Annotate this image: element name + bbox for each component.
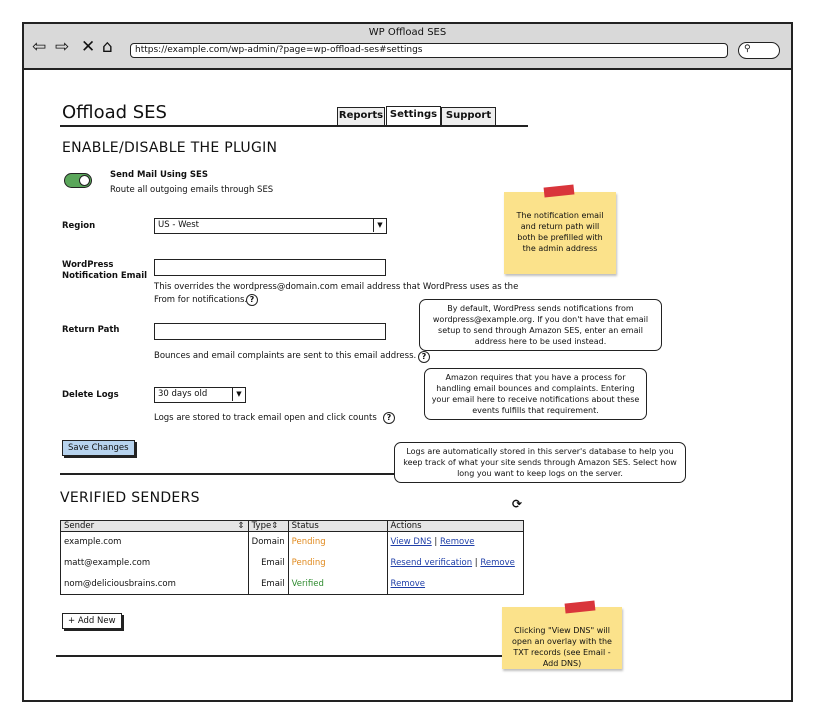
callout-notification-email: By default, WordPress sends notifications from wordpress@example.org. If you don't have that email setup to send through Amazon SES, enter an email address here to be used instead. [419,299,662,351]
notification-label-line1: WordPress [62,260,114,270]
return-path-field[interactable] [154,323,386,340]
notification-help-line1: This overrides the wordpress@domain.com email address that WordPress uses as the [154,282,519,292]
sort-icon[interactable]: ⇕ [271,521,279,531]
column-header-status: Status [288,521,387,532]
delete-logs-label: Delete Logs [62,390,119,400]
enable-heading: ENABLE/DISABLE THE PLUGIN [62,140,278,156]
close-icon[interactable]: ✕ [81,37,96,57]
delete-logs-select[interactable] [154,387,246,403]
tab-support[interactable]: Support [441,107,496,125]
toggle-label: Send Mail Using SES [110,170,208,180]
chevron-down-icon: ▼ [232,388,245,401]
send-mail-toggle[interactable] [64,173,92,188]
title-divider [60,125,528,127]
page-title: Offload SES [62,102,167,123]
sender-cell: example.com [61,532,249,553]
column-header-actions: Actions [387,521,523,532]
region-select[interactable] [154,218,387,234]
action-separator: | [434,537,438,548]
add-new-button[interactable]: + Add New [62,613,122,629]
verified-senders-heading: VERIFIED SENDERS [60,490,200,506]
status-cell: Verified [288,574,387,595]
region-value: US - West [158,220,199,230]
section-divider [60,473,412,475]
help-icon[interactable]: ? [246,294,258,306]
notification-label-line2: Notification Email [62,271,148,281]
sort-icon[interactable]: ⇕ [237,521,245,531]
notification-email-field[interactable] [154,259,386,276]
type-cell: Email [248,574,288,595]
region-label: Region [62,221,96,231]
delete-logs-value: 30 days old [158,389,208,399]
chevron-down-icon: ▼ [373,219,386,232]
column-label: Sender [64,521,95,531]
actions-cell [387,574,523,595]
table-header-row [61,521,524,532]
return-path-label: Return Path [62,325,120,335]
view-dns-link[interactable]: View DNS [390,537,432,548]
type-cell: Email [248,553,288,574]
refresh-icon[interactable]: ⟳ [512,497,523,511]
column-header-sender[interactable] [61,521,249,532]
actions-cell [387,553,523,574]
status-cell: Pending [288,553,387,574]
help-icon[interactable]: ? [418,351,430,363]
actions-cell [387,532,523,553]
toggle-knob [79,175,90,186]
callout-delete-logs: Logs are automatically stored in this server's database to help you keep track of what your site sends through Amazon SES. Select how long you want to keep logs on the server. [394,442,686,483]
table-row [61,532,524,553]
sender-cell: matt@example.com [61,553,249,574]
remove-link[interactable]: Remove [480,558,515,568]
sticky-note-prefill: The notification email and return path will both be prefilled with the admin address [504,192,616,274]
senders-table [60,520,524,595]
table-row [61,553,524,574]
remove-link[interactable]: Remove [390,578,426,589]
browser-window [22,22,793,702]
browser-titlebar [24,24,791,70]
save-changes-button[interactable]: Save Changes [62,440,135,456]
tab-settings[interactable]: Settings [386,106,441,126]
status-cell: Pending [288,532,387,553]
sticky-note-view-dns: Clicking "View DNS" will open an overlay with the TXT records (see Email - Add DNS) [502,607,622,669]
bottom-divider [56,655,512,657]
tab-reports[interactable]: Reports [337,107,385,125]
sender-cell: nom@deliciousbrains.com [61,574,249,595]
table-row [61,574,524,595]
search-box[interactable] [738,42,780,59]
remove-link[interactable]: Remove [440,537,475,548]
action-separator: | [474,558,478,568]
column-header-type[interactable] [248,521,288,532]
window-title: WP Offload SES [368,27,447,38]
search-icon: ⚲ [744,44,751,54]
notification-email-label [62,260,147,282]
column-label: Type [251,521,272,531]
callout-return-path: Amazon requires that you have a process for handling email bounces and complaints. Entering your email here to receive notifications about these events fulfills that requirement. [424,368,647,420]
help-icon[interactable]: ? [383,412,395,424]
url-bar[interactable]: https://example.com/wp-admin/?page=wp-offload-ses#settings [130,43,728,58]
back-icon[interactable]: ⇦ [32,37,47,57]
delete-logs-help: Logs are stored to track email open and click counts [154,413,377,423]
type-cell: Domain [248,532,288,553]
toggle-help: Route all outgoing emails through SES [110,185,274,195]
forward-icon[interactable]: ⇨ [55,37,70,57]
resend-verification-link[interactable]: Resend verification [390,558,473,568]
home-icon[interactable]: ⌂ [102,37,113,57]
return-path-help: Bounces and email complaints are sent to this email address. [154,351,417,361]
notification-help-line2: From for notifications. [154,295,248,305]
